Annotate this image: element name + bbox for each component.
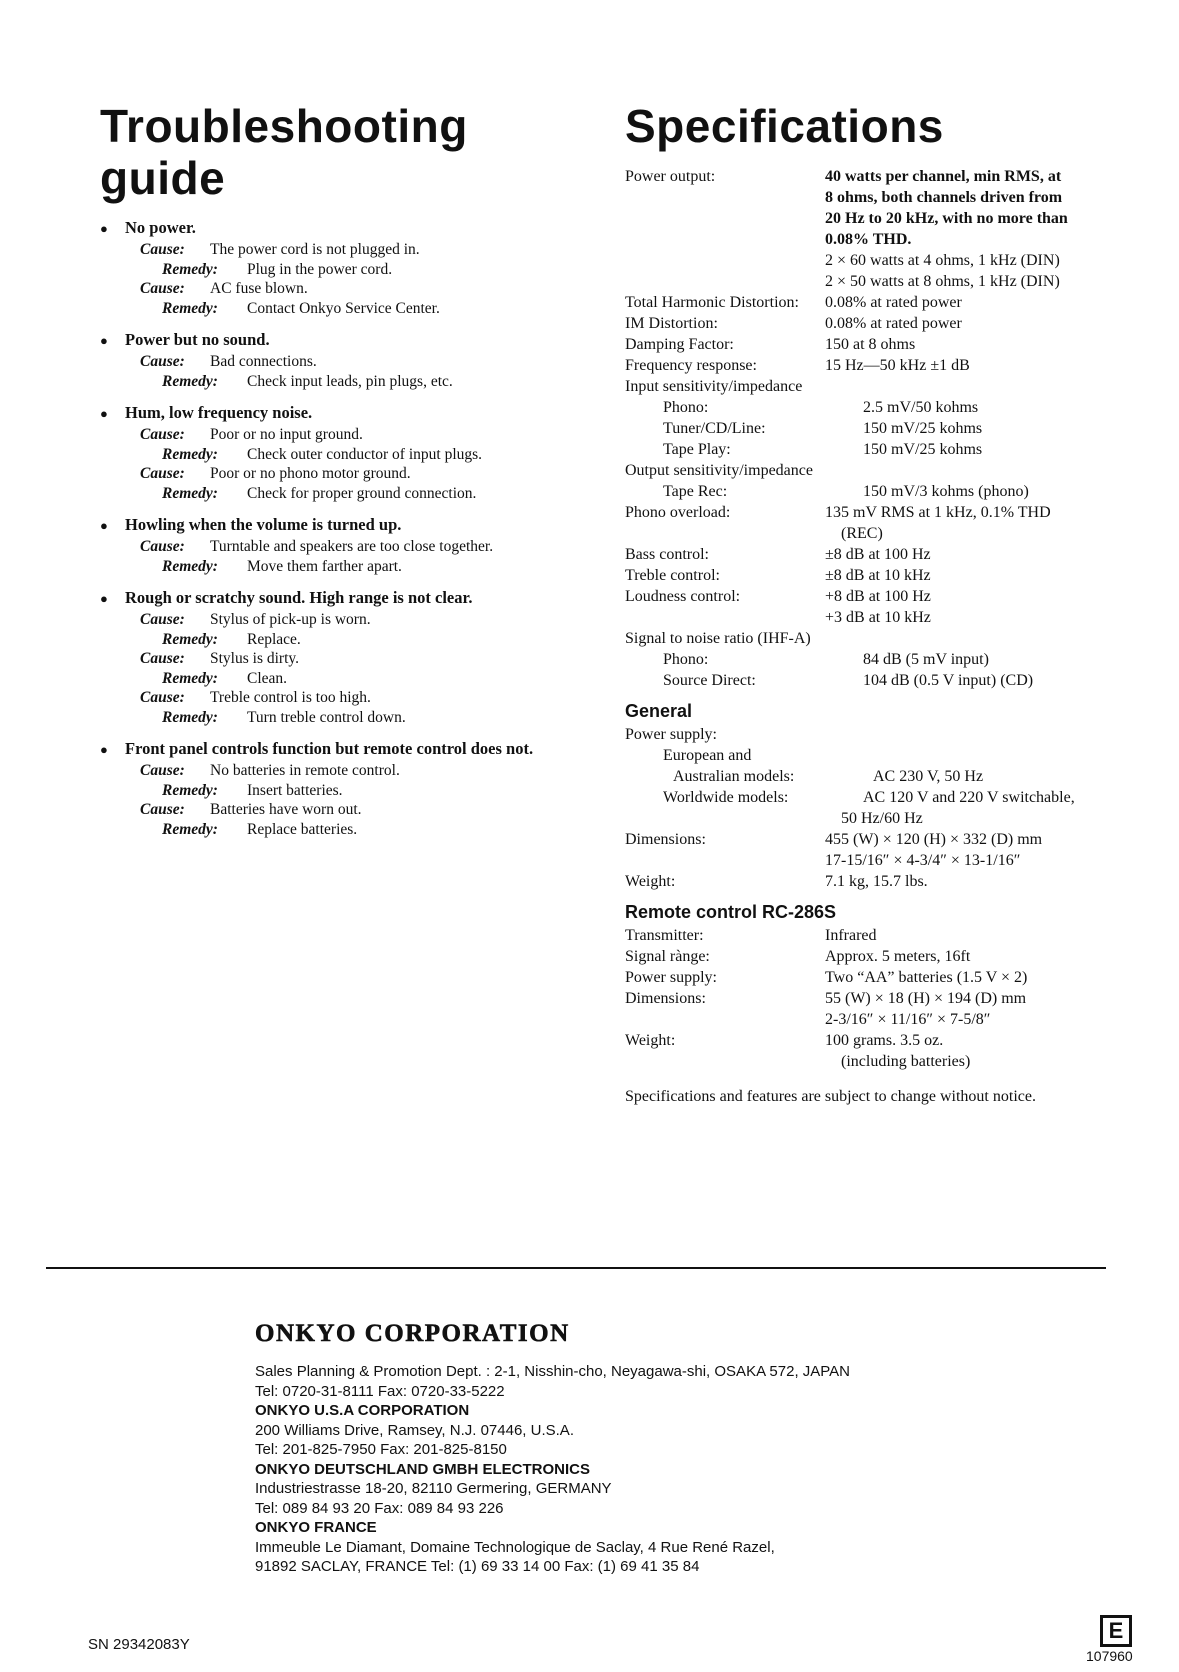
- spec-row: 2 × 60 watts at 4 ohms, 1 kHz (DIN): [825, 252, 1060, 269]
- office-name: ONKYO U.S.A CORPORATION: [255, 1402, 470, 1419]
- spec-row: Bass control: ±8 dB at 100 Hz: [625, 546, 931, 563]
- bullet-icon: ●: [100, 591, 108, 606]
- spec-row: IM Distortion: 0.08% at rated power: [625, 315, 962, 332]
- spec-row: European and: [663, 747, 752, 764]
- spec-row: Transmitter: Infrared: [625, 927, 877, 944]
- problem-title: ● Rough or scratchy sound. High range is not clear.: [100, 588, 473, 607]
- cause-line: Cause: AC fuse blown.: [140, 280, 308, 297]
- problem-item: [100, 515, 600, 576]
- bullet-icon: ●: [100, 406, 108, 421]
- address-block: [255, 1362, 955, 1577]
- document-code: 107960: [1086, 1648, 1133, 1664]
- cause-line: Cause: Bad connections.: [140, 353, 317, 370]
- spec-row: Weight: 100 grams. 3.5 oz.: [625, 1032, 944, 1049]
- remedy-line: Remedy: Replace batteries.: [162, 820, 358, 838]
- problem-item: [100, 330, 600, 391]
- spec-row: Tuner/CD/Line: 150 mV/25 kohms: [663, 420, 983, 437]
- problem-item: [100, 403, 600, 503]
- address-line: Tel: 201-825-7950 Fax: 201-825-8150: [255, 1441, 507, 1458]
- address-line: Tel: 089 84 93 20 Fax: 089 84 93 226: [255, 1499, 504, 1517]
- address-line: Industriestrasse 18-20, 82110 Germering, GERMANY: [255, 1480, 612, 1497]
- spec-row: Power supply: Two “AA” batteries (1.5 V × 2): [625, 969, 1028, 986]
- spec-row: Signal to noise ratio (IHF-A): [625, 630, 811, 647]
- remedy-line: Remedy: Move them farther apart.: [162, 557, 402, 575]
- spec-row: Source Direct: 104 dB (0.5 V input) (CD): [663, 672, 1034, 689]
- address-line: Sales Planning & Promotion Dept. : 2-1, Nisshin-cho, Neyagawa-shi, OSAKA 572, JAPAN: [255, 1363, 851, 1380]
- troubleshooting-title: Troubleshooting guide: [100, 100, 468, 204]
- serial-number: SN 29342083Y: [88, 1636, 190, 1653]
- spec-row: Phono overload: 135 mV RMS at 1 kHz, 0.1% THD: [625, 504, 1051, 521]
- general-heading: General: [625, 701, 693, 721]
- problem-item: [100, 588, 600, 727]
- spec-row: (including batteries): [841, 1053, 971, 1070]
- remedy-line: Remedy: Clean.: [162, 669, 288, 687]
- problem-item: [100, 739, 600, 839]
- problem-title: ● Howling when the volume is turned up.: [100, 515, 402, 534]
- bullet-icon: ●: [100, 742, 108, 757]
- cause-line: Cause: Batteries have worn out.: [140, 801, 362, 818]
- problem-title: ● Hum, low frequency noise.: [100, 403, 313, 422]
- spec-main: [625, 166, 1105, 691]
- remedy-line: Remedy: Plug in the power cord.: [162, 260, 393, 278]
- cause-line: Cause: Stylus of pick-up is worn.: [140, 611, 371, 628]
- remedy-line: Remedy: Check input leads, pin plugs, etc.: [162, 372, 453, 390]
- problem-list: [100, 218, 600, 839]
- spec-row: Tape Rec: 150 mV/3 kohms (phono): [663, 483, 1029, 500]
- spec-row: 50 Hz/60 Hz: [841, 810, 923, 827]
- remedy-line: Remedy: Insert batteries.: [162, 781, 343, 799]
- spec-row: Power output: 40 watts per channel, min RMS, at 8 ohms, both channels driven from 20 Hz to 20 kHz, with no more than 0.08% THD.: [625, 168, 1068, 248]
- address-line: Immeuble Le Diamant, Domaine Technologique de Saclay, 4 Rue René Razel,: [255, 1538, 775, 1556]
- cause-line: Cause: The power cord is not plugged in.: [140, 241, 420, 258]
- spec-row: Phono: 84 dB (5 mV input): [663, 651, 989, 668]
- remedy-line: Remedy: Check for proper ground connection.: [162, 484, 477, 502]
- spec-row: Worldwide models: AC 120 V and 220 V switchable,: [663, 789, 1075, 806]
- spec-row: Weight: 7.1 kg, 15.7 lbs.: [625, 873, 928, 890]
- language-mark: E: [1100, 1615, 1132, 1647]
- spec-row: Power supply:: [625, 726, 717, 743]
- spec-row: 17-15/16″ × 4-3/4″ × 13-1/16″: [825, 852, 1021, 869]
- spec-row: Frequency response: 15 Hz—50 kHz ±1 dB: [625, 357, 970, 374]
- spec-row: Dimensions: 55 (W) × 18 (H) × 194 (D) mm: [625, 990, 1027, 1007]
- remedy-line: Remedy: Turn treble control down.: [162, 708, 406, 726]
- remedy-line: Remedy: Check outer conductor of input plugs.: [162, 445, 483, 463]
- spec-row: 2 × 50 watts at 8 ohms, 1 kHz (DIN): [825, 273, 1060, 290]
- spec-row: Input sensitivity/impedance: [625, 378, 803, 395]
- problem-title: ● Power but no sound.: [100, 330, 270, 349]
- spec-notice: Specifications and features are subject to change without notice.: [625, 1088, 1036, 1105]
- bullet-icon: ●: [100, 221, 108, 236]
- specifications-section: [625, 100, 1105, 1106]
- spec-row: Total Harmonic Distortion: 0.08% at rated power: [625, 294, 962, 311]
- spec-row: (REC): [841, 525, 883, 542]
- address-line: 91892 SACLAY, FRANCE Tel: (1) 69 33 14 00 Fax: (1) 69 41 35 84: [255, 1558, 700, 1575]
- cause-line: Cause: Poor or no input ground.: [140, 426, 363, 443]
- troubleshooting-section: [100, 100, 600, 851]
- spec-row: Phono: 2.5 mV/50 kohms: [663, 399, 979, 416]
- cause-line: Cause: Poor or no phono motor ground.: [140, 465, 411, 482]
- office-name: ONKYO FRANCE: [255, 1519, 377, 1536]
- spec-row: Signal rànge: Approx. 5 meters, 16ft: [625, 948, 971, 965]
- office-name: ONKYO DEUTSCHLAND GMBH ELECTRONICS: [255, 1460, 591, 1478]
- spec-row: Treble control: ±8 dB at 10 kHz: [625, 567, 931, 584]
- problem-title: ● Front panel controls function but remote control does not.: [100, 739, 534, 758]
- spec-row: Tape Play: 150 mV/25 kohms: [663, 441, 983, 458]
- spec-row: Loudness control: +8 dB at 100 Hz: [625, 588, 931, 605]
- spec-row: Australian models: AC 230 V, 50 Hz: [673, 768, 984, 785]
- bullet-icon: ●: [100, 518, 108, 533]
- spec-row: +3 dB at 10 kHz: [825, 609, 931, 626]
- address-line: Tel: 0720-31-8111 Fax: 0720-33-5222: [255, 1382, 505, 1400]
- spec-row: Dimensions: 455 (W) × 120 (H) × 332 (D) mm: [625, 831, 1043, 848]
- spec-row: Output sensitivity/impedance: [625, 462, 813, 479]
- spec-general: [625, 724, 1105, 892]
- spec-remote: [625, 925, 1105, 1072]
- corporate-footer: [255, 1320, 955, 1577]
- cause-line: Cause: Turntable and speakers are too close together.: [140, 538, 494, 555]
- remote-heading: Remote control RC-286S: [625, 902, 837, 922]
- cause-line: Cause: Treble control is too high.: [140, 689, 371, 706]
- remedy-line: Remedy: Replace.: [162, 630, 301, 648]
- remedy-line: Remedy: Contact Onkyo Service Center.: [162, 299, 440, 317]
- corporation-name: ONKYO CORPORATION: [255, 1320, 570, 1347]
- cause-line: Cause: Stylus is dirty.: [140, 650, 299, 667]
- spec-row: 2-3/16″ × 11/16″ × 7-5/8″: [825, 1011, 991, 1028]
- address-line: 200 Williams Drive, Ramsey, N.J. 07446, U.S.A.: [255, 1421, 574, 1439]
- problem-title: ● No power.: [100, 218, 196, 237]
- spec-row: Damping Factor: 150 at 8 ohms: [625, 336, 916, 353]
- problem-item: [100, 218, 600, 318]
- bullet-icon: ●: [100, 333, 108, 348]
- cause-line: Cause: No batteries in remote control.: [140, 762, 400, 779]
- footer-divider: [46, 1267, 1106, 1269]
- specifications-title: Specifications: [625, 100, 944, 152]
